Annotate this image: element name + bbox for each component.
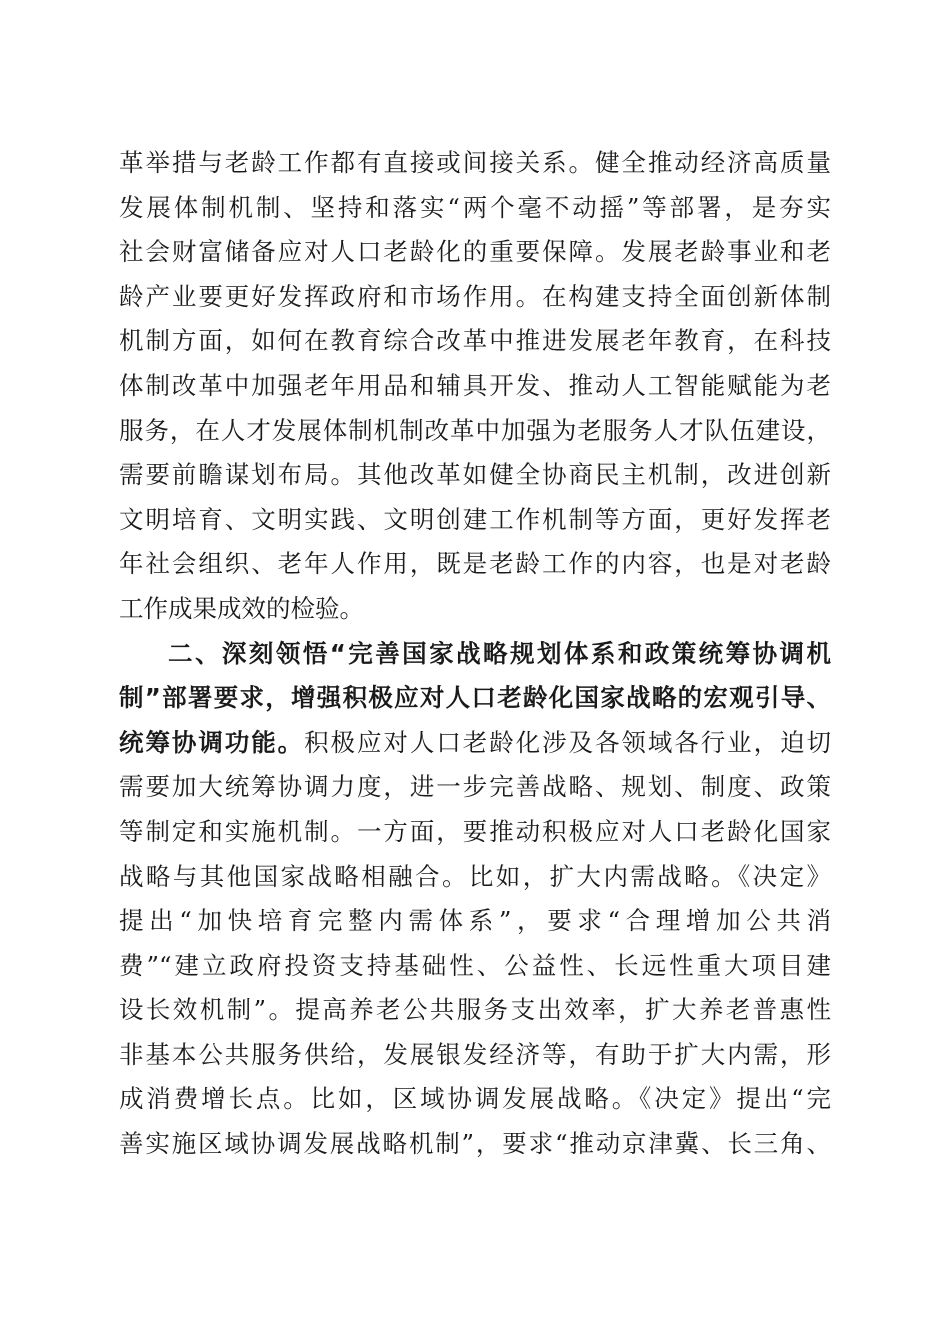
text-span: 积极应对人口老龄化涉及各领域各行业，迫切 bbox=[304, 727, 832, 757]
text-line: 服务，在人才发展体制机制改革中加强为老服务人才队伍建设， bbox=[119, 415, 831, 445]
text-line: 成消费增长点。比如，区域协调发展战略。《决定》提出“完 bbox=[119, 1084, 831, 1114]
text-line: 需要前瞻谋划布局。其他改革如健全协商民主机制，改进创新 bbox=[119, 460, 831, 490]
paragraph-reform-measures bbox=[119, 141, 831, 632]
text-line: 设长效机制”。提高养老公共服务支出效率，扩大养老普惠性 bbox=[119, 995, 831, 1025]
text-line: 费”“建立政府投资支持基础性、公益性、长远性重大项目建 bbox=[119, 950, 831, 980]
text-line: 革举措与老龄工作都有直接或间接关系。健全推动经济高质量 bbox=[119, 148, 831, 177]
section-heading-line: 二、深刻领悟“完善国家战略规划体系和政策统筹协调机 bbox=[168, 638, 831, 668]
document-body bbox=[119, 141, 831, 1167]
text-line: 等制定和实施机制。一方面，要推动积极应对人口老龄化国家 bbox=[119, 816, 831, 846]
text-line: 工作成果成效的检验。 bbox=[119, 593, 364, 623]
text-line: 需要加大统筹协调力度，进一步完善战略、规划、制度、政策 bbox=[119, 772, 831, 802]
text-line: 提出“加快培育完整内需体系”，要求“合理增加公共消 bbox=[119, 906, 831, 936]
text-line: 体制改革中加强老年用品和辅具开发、推动人工智能赋能为老 bbox=[119, 370, 831, 400]
paragraph-section-two bbox=[119, 632, 831, 1167]
text-line: 非基本公共服务供给，发展银发经济等，有助于扩大内需，形 bbox=[119, 1039, 831, 1069]
text-line: 机制方面，如何在教育综合改革中推进发展老年教育，在科技 bbox=[119, 326, 831, 356]
text-line: 社会财富储备应对人口老龄化的重要保障。发展老龄事业和老 bbox=[119, 237, 831, 267]
section-heading-line: 制”部署要求，增强积极应对人口老龄化国家战略的宏观引导、 bbox=[119, 683, 831, 713]
section-heading-end: 统筹协调功能。 bbox=[119, 727, 305, 757]
text-line: 善实施区域协调发展战略机制”，要求“推动京津冀、长三角、 bbox=[119, 1129, 831, 1159]
text-line: 文明培育、文明实践、文明创建工作机制等方面，更好发挥老 bbox=[119, 504, 831, 534]
text-line: 战略与其他国家战略相融合。比如，扩大内需战略。《决定》 bbox=[119, 861, 831, 891]
text-line: 龄产业要更好发挥政府和市场作用。在构建支持全面创新体制 bbox=[119, 281, 831, 311]
text-line bbox=[119, 721, 831, 766]
text-line: 年社会组织、老年人作用，既是老龄工作的内容，也是对老龄 bbox=[119, 549, 831, 579]
text-line: 发展体制机制、坚持和落实“两个毫不动摇”等部署，是夯实 bbox=[119, 192, 831, 222]
